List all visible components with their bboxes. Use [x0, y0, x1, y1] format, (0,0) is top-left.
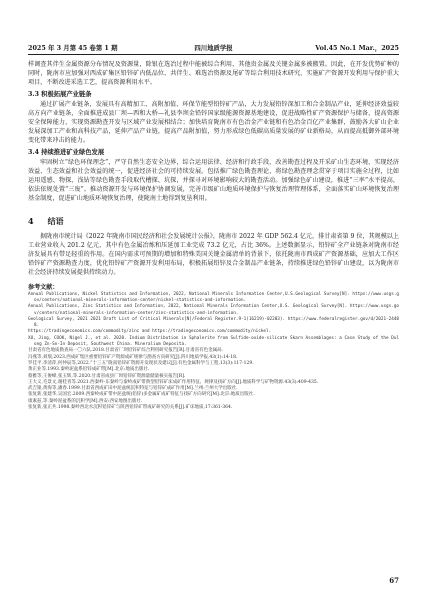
paragraph-industry-chain: 通过扩展产业链条，发展具有高精加工、高附加值、环保节能型铅锌矿产品，大力发展铅锌深加工和合金制品产业，延伸经济效益较高方向产业链条，全面推进成县厂坝—西和大桥—礼县李坝金铅锌国家级能源资源基地建设，促进战略性矿产资源保护与储备，提高资源安全保障能力，实现资源勘查开发与区域产业发展相结合；加快培育陇南市有色冶金产业链和有色冶金百亿产业集群，鼓励各大矿山企业发展深加工产业和高科技产品，延伸产品产业链，提高产品附加值，努力形成绿色低碳高质量发展的矿业新格局，从而提高抵御外部环境变化带来冲击的能力。	[28, 100, 399, 145]
paragraph-green-mining: 牢固树立“绿色环保理念”，严守自然生态安全边界，综合运用法律、经济和行政手段，改善勘查过程及开采矿山生态环境，实现经济效益、生态效益和社会效益的统一，促进经济社会的可持续发展。包括推广绿色勘查理论，将绿色勘查理念贯穿于项目实施全过程，比如运用遥感、物探、浅钻等绿色勘查手段取代槽探、坑探，并探寻对环境影响较大的勘查活动。加强绿色矿山建设，推进“三率”水平提高，依法依规处置“三废”。推动资源开发与环境保护协调发展，完善市级矿山地质环境保护与恢复治理管理体系，全面落实矿山环境恢复治理基金制度，促进矿山地质环境恢复治理，使陇南土地得到复垦利用。	[28, 158, 399, 203]
section-heading-3-4: 3.4 持续推进矿业绿色发展	[28, 148, 105, 156]
references-list	[28, 292, 399, 412]
reference-item: Annual Publications, Zinc Statistics and Information, 2022, National Minerals Information Center,U.S. Geological Survey[N]. https://www.usgs.gov/centers/national-minerals-information-center/zinc-statistics-and-information.	[28, 304, 399, 316]
reference-item: 武吉银,黄海等,潘春.1999.甘肃省西成矿田中泥盆统沉积特征与铅锌矿成矿作用[M].兰州:兰州大学出版社.	[28, 386, 238, 392]
article-body	[28, 60, 399, 411]
references-title: 参考文献：	[28, 283, 59, 291]
reference-item: Geological Survey, 2021 2021 Draft List of Critical Minerals[N]/Federal Register.9-1(16219)-02203). https://www.federalregister.gov/d/2021-24488.	[28, 316, 399, 329]
reference-item: 蔡雅等,王俊峰,张玉辉,等.2020.甘肃省成县厂坝铅锌矿资源量储量核实报告[R].	[28, 373, 186, 379]
page-number: 67	[389, 576, 399, 585]
header-issue: 2025 年 3 月第 45 卷第 1 期	[28, 44, 118, 52]
section-number: 4	[28, 215, 34, 226]
paragraph-continued: 样调查其伴生金属资源分布情况及资源量，除银在选冶过程中能被综合利用，其他贵金属及关键金属多被搬置。因此，在开发优势矿种的同时，陇南市应加强对西成矿集区铅锌矿内低品位、共伴生、难选冶资源及尾矿等综合利用技术研究，实施矿产资源开发利用与保护重大项目，不断改进采选工艺，提高资源利用水平。	[28, 61, 399, 87]
reference-item: 甘肃省有色地质勘查局一〇六队.2018.甘肃省厂坝铅锌矿综合利用研究报告[R].甘肃省有色金属局.	[28, 348, 224, 354]
reference-item: 康素兹,等.秦岭泥盆系的沉积学[M].西安:西安地图出版社.	[28, 398, 143, 404]
section-title: 结语	[47, 215, 64, 226]
section-heading-3-3: 3.3 积极拓展产业链条	[28, 90, 92, 98]
reference-item: 冯燕等,刘瑞,2023.西成矿集区重要铅锌矿产资源成矿规律与勘查方向研究[J].四川地质学报,43(1):14-18.	[28, 354, 238, 360]
running-header	[28, 40, 399, 55]
header-journal: 四川地质学报	[194, 44, 233, 52]
header-volume: Vol.45 No.1 Mar.，2025	[315, 44, 399, 52]
section-heading-conclusion	[28, 216, 399, 226]
reference-item: 黄正业等.1993.秦岭泥盆系铅锌成矿带[M].北京:地质出版社.	[28, 367, 150, 373]
reference-item: 张复新,张正共.1998.秦岭西北水沉积铅锌矿与陕西铅锌矿带成矿研究的关系[J].矿床地质,17:361-364.	[28, 405, 233, 410]
reference-item: Annual Publications, Nickel Statistics and Information, 2022, National Minerals Information Center,U.S.Geological Survey[N]. https://www.usgs.gov/centers/national-minerals-information-center/nickel-statistics-and-information.	[28, 291, 399, 303]
reference-item: 张复新,张建华,吴国宏.2009.西秦岭成矿带中泥盆统(铅锌)多金属矿成矿特征与找矿方向研究[M].北京:地质出版社.	[28, 392, 255, 398]
reference-item: 罗佳平,李清萍,何仲辰等,2022.“十三五”陇南铅锌矿资源开发现状及建议[J].有色金属科学与工程,13(3):117-129.	[28, 360, 254, 366]
reference-item: 王大义,毛景文,谢桂青等.2021.西秦岭-东秦岭与秦岭成矿带典型铅锌矿床成矿作用特征、规律及找矿方向[J].地质科学与矿物资源.43(3):409-435.	[28, 379, 319, 385]
reference-item: https://tradingeconomics.com/commodity/zinc and https://tradingeconomics.com/commodity/nickel.	[28, 329, 272, 335]
paragraph-conclusion: 据陇南市统计局《2022 年陇南市国民经济和社会发展统计公报》，陇南市 2022 年 GDP 562.4 亿元，排甘肃省第 9 位，其规模以上工业营业收入 201.2 亿元，其中有色金属冶炼和压延加工业完成 73.2 亿元，占比 36%。上述数据显示，铅锌矿全产业链条对陇南市经济发展具有带足轻重的作用。在国内需求可预期的增加和特殊美国关键金属清单的背景下，依托陇南市西成矿产资源基础，应加大工作区铅锌矿产资源勘查力度，优化铅锌矿产资源开发利用布局，积极拓展铅锌及合金制品产业链条，持续推进绿色铅锌矿山建设，以为陇南市社会经济持续发展提供持续动力。	[28, 232, 399, 277]
reference-item: XU, Jing, COOK, Nigel J., et al. 2020. Indium Distribution in Sphalerite from Sulfide-oxide-silicate Skarn Assemblages: a Case Study of the Dulong Zn-Sn-In Deposit, Southwest China. Mineralium Deposita.	[28, 335, 399, 348]
